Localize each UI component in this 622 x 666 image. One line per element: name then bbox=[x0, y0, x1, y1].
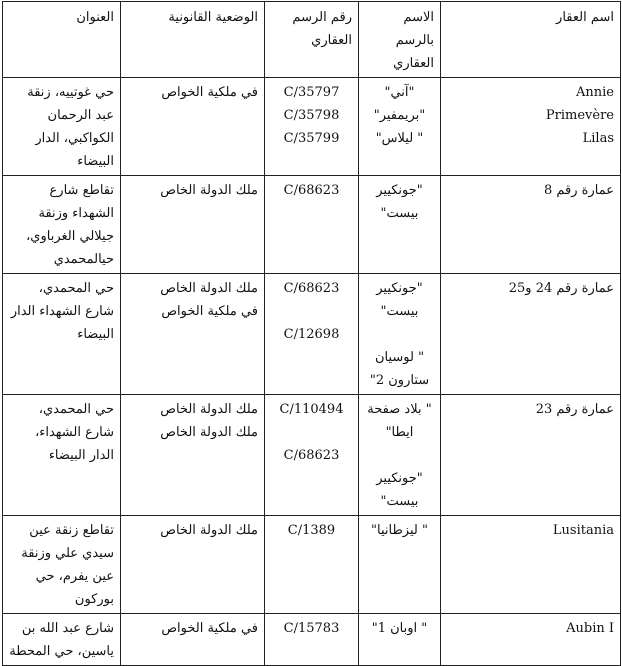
address-cell: حي غوتييه، زنقة عبد الرحمان الكواكبي، الدار البيضاء bbox=[3, 78, 121, 176]
registration-name: "جونكيير بيست" bbox=[376, 471, 423, 509]
property-name-cell bbox=[441, 274, 621, 395]
property-name-cell bbox=[441, 176, 621, 274]
legal-status-cell bbox=[121, 395, 265, 516]
table-row bbox=[3, 176, 621, 274]
registration-number-cell bbox=[265, 395, 359, 516]
address-cell: حي المحمدي، شارع الشهداء، الدار البيضاء bbox=[3, 395, 121, 516]
address-cell: تقاطع زنقة عين سيدي علي وزنقة عين يفرم، حي بوركون bbox=[3, 516, 121, 614]
legal-status: ملك الدولة الخاص bbox=[160, 402, 258, 417]
registration-number-cell bbox=[265, 274, 359, 395]
table-row bbox=[3, 614, 621, 666]
registration-number: C/12698 bbox=[283, 327, 340, 342]
registration-name: "آني" bbox=[384, 85, 415, 100]
legal-status: ملك الدولة الخاص bbox=[160, 425, 258, 440]
legal-status: في ملكية الخواص bbox=[161, 304, 258, 319]
registration-number: C/35799 bbox=[283, 131, 340, 146]
property-name: عمارة رقم 24 و25 bbox=[508, 281, 614, 296]
header-legal-status: الوضعية القانونية bbox=[121, 2, 265, 78]
registration-name: "جونكيير بيست" bbox=[376, 281, 423, 319]
registration-number: C/68623 bbox=[283, 183, 340, 198]
property-name: Aubin I bbox=[566, 621, 614, 636]
property-name: Lilas bbox=[582, 131, 614, 146]
property-name-cell bbox=[441, 78, 621, 176]
property-name: Lusitania bbox=[552, 523, 614, 538]
table-row bbox=[3, 274, 621, 395]
registration-number: C/15783 bbox=[283, 621, 340, 636]
registration-number: C/35798 bbox=[283, 108, 340, 123]
property-name: Primevère bbox=[545, 108, 614, 123]
header-property-name: اسم العقار bbox=[441, 2, 621, 78]
registration-number-cell bbox=[265, 516, 359, 614]
legal-status-cell bbox=[121, 274, 265, 395]
header-registration-number: رقم الرسم العقاري bbox=[265, 2, 359, 78]
legal-status-cell: في ملكية الخواص bbox=[121, 78, 265, 176]
registration-name: "بريمفير" bbox=[373, 108, 426, 123]
property-name: عمارة رقم 8 bbox=[543, 183, 614, 198]
table-row bbox=[3, 516, 621, 614]
registration-number: C/68623 bbox=[283, 448, 340, 463]
registration-name: " بلاد صفحة ايطا" bbox=[367, 402, 432, 440]
address-cell: حي المحمدي، شارع الشهداء الدار البيضاء bbox=[3, 274, 121, 395]
legal-status-cell: ملك الدولة الخاص bbox=[121, 176, 265, 274]
registration-name: "جونكيير بيست" bbox=[376, 183, 423, 221]
registration-number-cell bbox=[265, 78, 359, 176]
registration-name: " لوسيان ستارون 2" bbox=[369, 350, 430, 388]
address-cell: شارع عبد الله بن ياسين، حي المحطة bbox=[3, 614, 121, 666]
registration-number: C/68623 bbox=[283, 281, 340, 296]
registration-name-cell bbox=[359, 274, 441, 395]
registration-name: " ليلاس" bbox=[375, 131, 424, 146]
legal-status-cell: في ملكية الخواص bbox=[121, 614, 265, 666]
property-name-cell bbox=[441, 395, 621, 516]
table-row bbox=[3, 78, 621, 176]
registration-name-cell bbox=[359, 176, 441, 274]
property-name: Annie bbox=[576, 85, 614, 100]
registration-number: C/35797 bbox=[283, 85, 340, 100]
property-name-cell bbox=[441, 614, 621, 666]
registration-number-cell bbox=[265, 176, 359, 274]
registration-name: " اوبان 1" bbox=[371, 621, 428, 636]
header-address: العنوان bbox=[3, 2, 121, 78]
registration-name-cell bbox=[359, 614, 441, 666]
address-cell: تقاطع شارع الشهداء وزنقة جيلالي الغرباوي، حيالمحمدي bbox=[3, 176, 121, 274]
property-name: عمارة رقم 23 bbox=[535, 402, 614, 417]
registration-name-cell bbox=[359, 395, 441, 516]
registration-name: " ليزطانيا" bbox=[371, 523, 428, 538]
legal-status: ملك الدولة الخاص bbox=[160, 281, 258, 296]
registration-name-cell bbox=[359, 516, 441, 614]
table-row bbox=[3, 395, 621, 516]
registration-number: C/110494 bbox=[279, 402, 344, 417]
registration-name-cell bbox=[359, 78, 441, 176]
registration-number-cell bbox=[265, 614, 359, 666]
property-name-cell bbox=[441, 516, 621, 614]
header-row bbox=[3, 2, 621, 78]
legal-status-cell: ملك الدولة الخاص bbox=[121, 516, 265, 614]
property-table bbox=[2, 1, 621, 666]
header-registration-name: الاسم بالرسم العقاري bbox=[359, 2, 441, 78]
registration-number: C/1389 bbox=[287, 523, 336, 538]
